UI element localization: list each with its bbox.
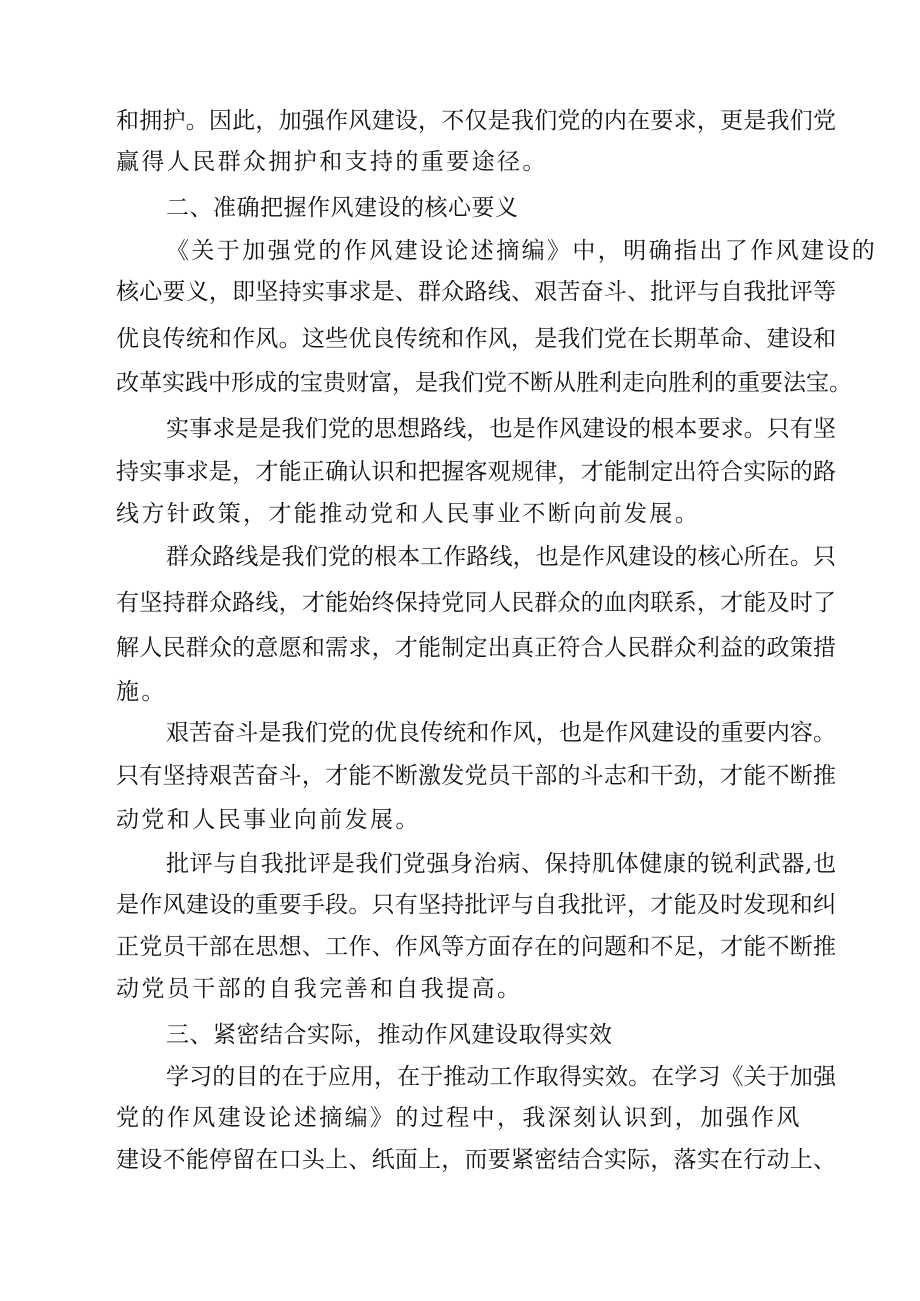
paragraph-line: 解人民群众的意愿和需求，才能制定出真正符合人民群众利益的政策措 (116, 635, 836, 661)
paragraph-line: 和拥护。因此，加强作风建设，不仅是我们党的内在要求，更是我们党 (116, 108, 836, 134)
paragraph-line: 优良传统和作风。这些优良传统和作风，是我们党在长期革命、建设和 (116, 326, 836, 352)
paragraph-line: 建设不能停留在口头上、纸面上，而要紧密结合实际，落实在行动上、 (116, 1147, 836, 1173)
paragraph-line: 正党员干部在思想、工作、作风等方面存在的问题和不足，才能不断推 (116, 934, 836, 960)
paragraph-line: 动党和人民事业向前发展。 (116, 807, 421, 833)
section-heading-3: 三、紧密结合实际，推动作风建设取得实效 (166, 1022, 613, 1048)
section-heading-2: 二、准确把握作风建设的核心要义 (166, 195, 519, 221)
paragraph-line: 施。 (116, 679, 167, 705)
paragraph-line: 线方针政策，才能推动党和人民事业不断向前发展。 (116, 501, 701, 527)
paragraph-line: 《关于加强党的作风建设论述摘编》中，明确指出了作风建设的 (166, 238, 878, 264)
paragraph-line: 动党员干部的自我完善和自我提高。 (116, 976, 523, 1002)
paragraph-line: 批评与自我批评是我们党强身治病、保持肌体健康的锐利武器,也 (166, 851, 836, 877)
paragraph-line: 是作风建设的重要手段。只有坚持批评与自我批评，才能及时发现和纠 (116, 892, 836, 918)
paragraph-line: 只有坚持艰苦奋斗，才能不断激发党员干部的斗志和干劲，才能不断推 (116, 763, 836, 789)
paragraph-line: 实事求是是我们党的思想路线，也是作风建设的根本要求。只有坚 (166, 416, 836, 442)
paragraph-line: 核心要义，即坚持实事求是、群众路线、艰苦奋斗、批评与自我批评等 (116, 279, 836, 305)
paragraph-line: 艰苦奋斗是我们党的优良传统和作风，也是作风建设的重要内容。 (166, 720, 836, 746)
paragraph-line: 持实事求是，才能正确认识和把握客观规律，才能制定出符合实际的路 (116, 459, 836, 485)
paragraph-line: 群众路线是我们党的根本工作路线，也是作风建设的核心所在。只 (166, 544, 836, 570)
paragraph-line: 改革实践中形成的宝贵财富，是我们党不断从胜利走向胜利的重要法宝。 (116, 370, 852, 396)
paragraph-line: 赢得人民群众拥护和支持的重要途径。 (116, 149, 548, 175)
paragraph-line: 有坚持群众路线，才能始终保持党同人民群众的血肉联系，才能及时了 (116, 590, 836, 616)
paragraph-line: 党的作风建设论述摘编》的过程中，我深刻认识到，加强作风 (116, 1105, 802, 1131)
paragraph-line: 学习的目的在于应用，在于推动工作取得实效。在学习《关于加强 (166, 1064, 836, 1090)
